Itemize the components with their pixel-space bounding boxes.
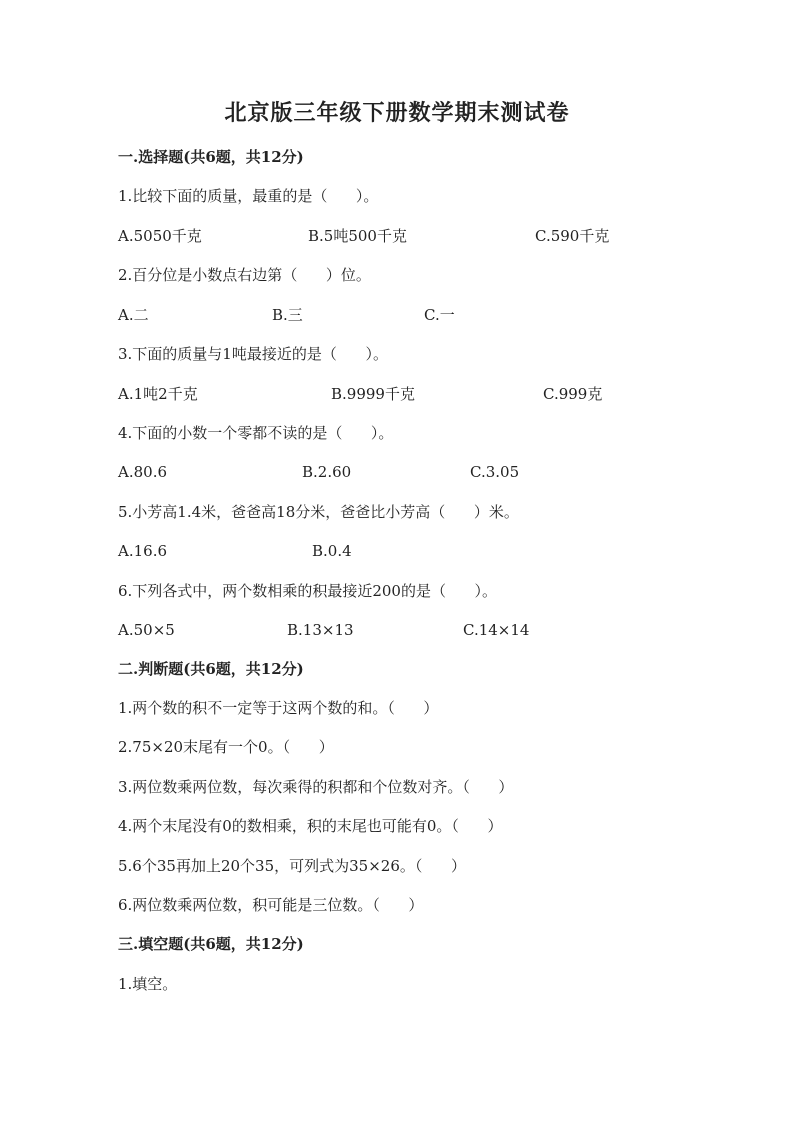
page-title: 北京版三年级下册数学期末测试卷 — [224, 100, 570, 126]
option-a: A.5050千克 — [118, 227, 202, 245]
judgement-item: 6.两位数乘两位数，积可能是三位数。（ ） — [118, 896, 424, 914]
question-stem: 2.百分位是小数点右边第（ ）位。 — [118, 266, 371, 284]
question-stem: 6.下列各式中，两个数相乘的积最接近200的是（ ）。 — [118, 582, 498, 600]
fill-in-item: 1.填空。 — [118, 975, 178, 993]
option-c: C.999克 — [543, 385, 603, 403]
judgement-item: 3.两位数乘两位数，每次乘得的积都和个位数对齐。（ ） — [118, 778, 514, 796]
judgement-item: 4.两个末尾没有0的数相乘，积的末尾也可能有0。（ ） — [118, 817, 503, 835]
judgement-item: 1.两个数的积不一定等于这两个数的和。（ ） — [118, 699, 439, 717]
option-a: A.1吨2千克 — [118, 385, 198, 403]
judgement-item: 5.6个35再加上20个35，可列式为35×26。（ ） — [118, 857, 466, 875]
section-heading-fill-in: 三.填空题(共6题，共12分) — [118, 935, 304, 953]
option-b: B.0.4 — [312, 542, 352, 560]
option-a: A.二 — [118, 306, 149, 324]
option-b: B.三 — [272, 306, 303, 324]
option-a: A.50×5 — [118, 621, 175, 639]
option-c: C.590千克 — [535, 227, 610, 245]
question-stem: 5.小芳高1.4米，爸爸高18分米，爸爸比小芳高（ ）米。 — [118, 503, 519, 521]
question-stem: 4.下面的小数一个零都不读的是（ ）。 — [118, 424, 394, 442]
option-a: A.16.6 — [118, 542, 167, 560]
option-a: A.80.6 — [118, 463, 167, 481]
option-b: B.2.60 — [302, 463, 352, 481]
option-b: B.9999千克 — [331, 385, 415, 403]
option-c: C.一 — [424, 306, 455, 324]
option-b: B.5吨500千克 — [308, 227, 407, 245]
option-c: C.14×14 — [463, 621, 530, 639]
option-b: B.13×13 — [287, 621, 354, 639]
section-heading-judgement: 二.判断题(共6题，共12分) — [118, 660, 304, 678]
question-stem: 1.比较下面的质量，最重的是（ ）。 — [118, 187, 379, 205]
question-stem: 3.下面的质量与1吨最接近的是（ ）。 — [118, 345, 388, 363]
option-c: C.3.05 — [470, 463, 520, 481]
section-heading-choice: 一.选择题(共6题，共12分) — [118, 148, 304, 166]
judgement-item: 2.75×20末尾有一个0。（ ） — [118, 738, 334, 756]
